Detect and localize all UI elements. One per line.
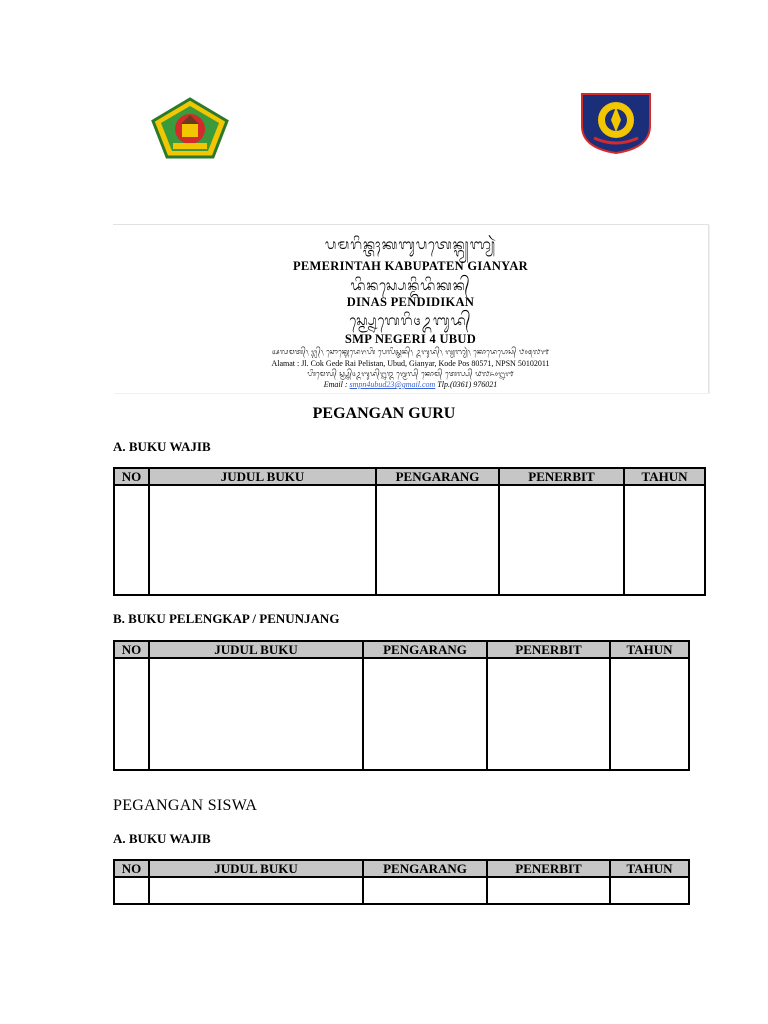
letterhead-balinese-address: ᬅᬮᬫᬢ᭄᭞ ᬚ᭄ᬮ᭄᭞ ᬘᭀᬓ᭄ᬕᬾᬤᬾᬭᬳᬶ ᬧᬾᬮᬶᬲ᭄ᬢᬦ᭄᭞ ᬉᬩᬸᬤ᭄᭞ ᬕ᭄ᬬᬜ᭄ᬬᬃ᭞ ᬓᭀᬤᬾᬧᭀᬲ᭄ ᭘᭐᭕᭗᭑ — [271, 348, 550, 356]
letterhead-balinese-school: ᬲ᭄ᬫ᭄ᬧ᭄ᬦᬾᬕᬾᬭᬶ᭔ᬉᬩᬸᬤ᭄ — [349, 313, 472, 329]
letterhead-school: SMP NEGERI 4 UBUD — [344, 332, 477, 346]
cell-no[interactable] — [114, 485, 149, 595]
siswa-buku-wajib-table — [113, 859, 690, 905]
siswa-subsection-buku-wajib: A. BUKU WAJIB — [113, 831, 211, 846]
column-header-judul-buku: JUDUL BUKU — [149, 860, 363, 877]
letterhead-government: PEMERINTAH KABUPATEN GIANYAR — [292, 259, 529, 273]
cell-pengarang[interactable] — [376, 485, 499, 595]
letterhead-office: DINAS PENDIDIKAN — [346, 295, 475, 309]
letterhead — [113, 224, 709, 393]
table-row — [114, 658, 689, 770]
table-row — [114, 877, 689, 904]
column-header-tahun: TAHUN — [610, 860, 689, 877]
table-header-row — [114, 468, 705, 485]
column-header-no: NO — [114, 641, 149, 658]
guru-buku-pelengkap-table — [113, 640, 690, 771]
column-header-penerbit: PENERBIT — [487, 860, 610, 877]
letterhead-balinese-government: ᬧᬫᬭᬶᬦ᭄ᬢᬄᬓᬩᬸᬧᬢᬾᬦ᭄ᬕ᭄ᬬᬜ᭄ᬬᬃ — [324, 237, 497, 253]
cell-pengarang[interactable] — [363, 877, 487, 904]
cell-no[interactable] — [114, 877, 149, 904]
column-header-pengarang: PENGARANG — [363, 641, 487, 658]
guru-subsection-buku-pelengkap: B. BUKU PELENGKAP / PENUNJANG — [113, 611, 340, 626]
phone-number: Tlp.(0361) 976021 — [437, 380, 498, 389]
gianyar-regency-logo — [151, 97, 229, 159]
column-header-penerbit: PENERBIT — [499, 468, 624, 485]
table-header-row — [114, 641, 689, 658]
table-header-row — [114, 860, 689, 877]
column-header-no: NO — [114, 468, 149, 485]
section-title-pegangan-siswa: PEGANGAN SISWA — [113, 797, 258, 814]
cell-no[interactable] — [114, 658, 149, 770]
email-label: Email : — [323, 380, 348, 389]
cell-penerbit[interactable] — [487, 658, 610, 770]
section-title-pegangan-guru: PEGANGAN GURU — [312, 405, 456, 422]
column-header-pengarang: PENGARANG — [376, 468, 499, 485]
column-header-tahun: TAHUN — [624, 468, 705, 485]
cell-penerbit[interactable] — [487, 877, 610, 904]
cell-tahun[interactable] — [610, 658, 689, 770]
guru-subsection-buku-wajib: A. BUKU WAJIB — [113, 439, 211, 454]
letterhead-balinese-office: ᬤᬶᬦᬲ᭄ᬧᬾᬦ᭄ᬤᬶᬤᬶᬓᬦ᭄ — [350, 278, 471, 294]
cell-pengarang[interactable] — [363, 658, 487, 770]
letterhead-balinese-contact: ᬳᬶᬫᬾᬮ᭄ ᬲ᭄ᬫ᭄ᬧ᭄ᬦ᭄᭔ᬉᬩᬸᬤ᭄᭒᭓ ᬕ᭄ᬫᬾᬮ᭄ ᬓᭀᬫ᭄ ᬢᬾᬮ᭄ᬧ᭄ ᭙᭗᭖᭐᭒᭑ — [307, 370, 514, 378]
cell-judul-buku[interactable] — [149, 877, 363, 904]
cell-tahun[interactable] — [610, 877, 689, 904]
education-office-logo — [576, 90, 656, 154]
table-row — [114, 485, 705, 595]
cell-judul-buku[interactable] — [149, 658, 363, 770]
cell-penerbit[interactable] — [499, 485, 624, 595]
column-header-pengarang: PENGARANG — [363, 860, 487, 877]
cell-tahun[interactable] — [624, 485, 705, 595]
column-header-judul-buku: JUDUL BUKU — [149, 641, 363, 658]
email-link[interactable]: smpn4ubud23@gmail.com — [349, 380, 436, 389]
column-header-tahun: TAHUN — [610, 641, 689, 658]
letterhead-address: Alamat : Jl. Cok Gede Rai Pelistan, Ubud, Gianyar, Kode Pos 80571, NPSN 50102011 — [271, 359, 550, 368]
letterhead-contact — [113, 380, 708, 389]
guru-buku-wajib-table — [113, 467, 706, 596]
column-header-penerbit: PENERBIT — [487, 641, 610, 658]
column-header-no: NO — [114, 860, 149, 877]
column-header-judul-buku: JUDUL BUKU — [149, 468, 376, 485]
cell-judul-buku[interactable] — [149, 485, 376, 595]
